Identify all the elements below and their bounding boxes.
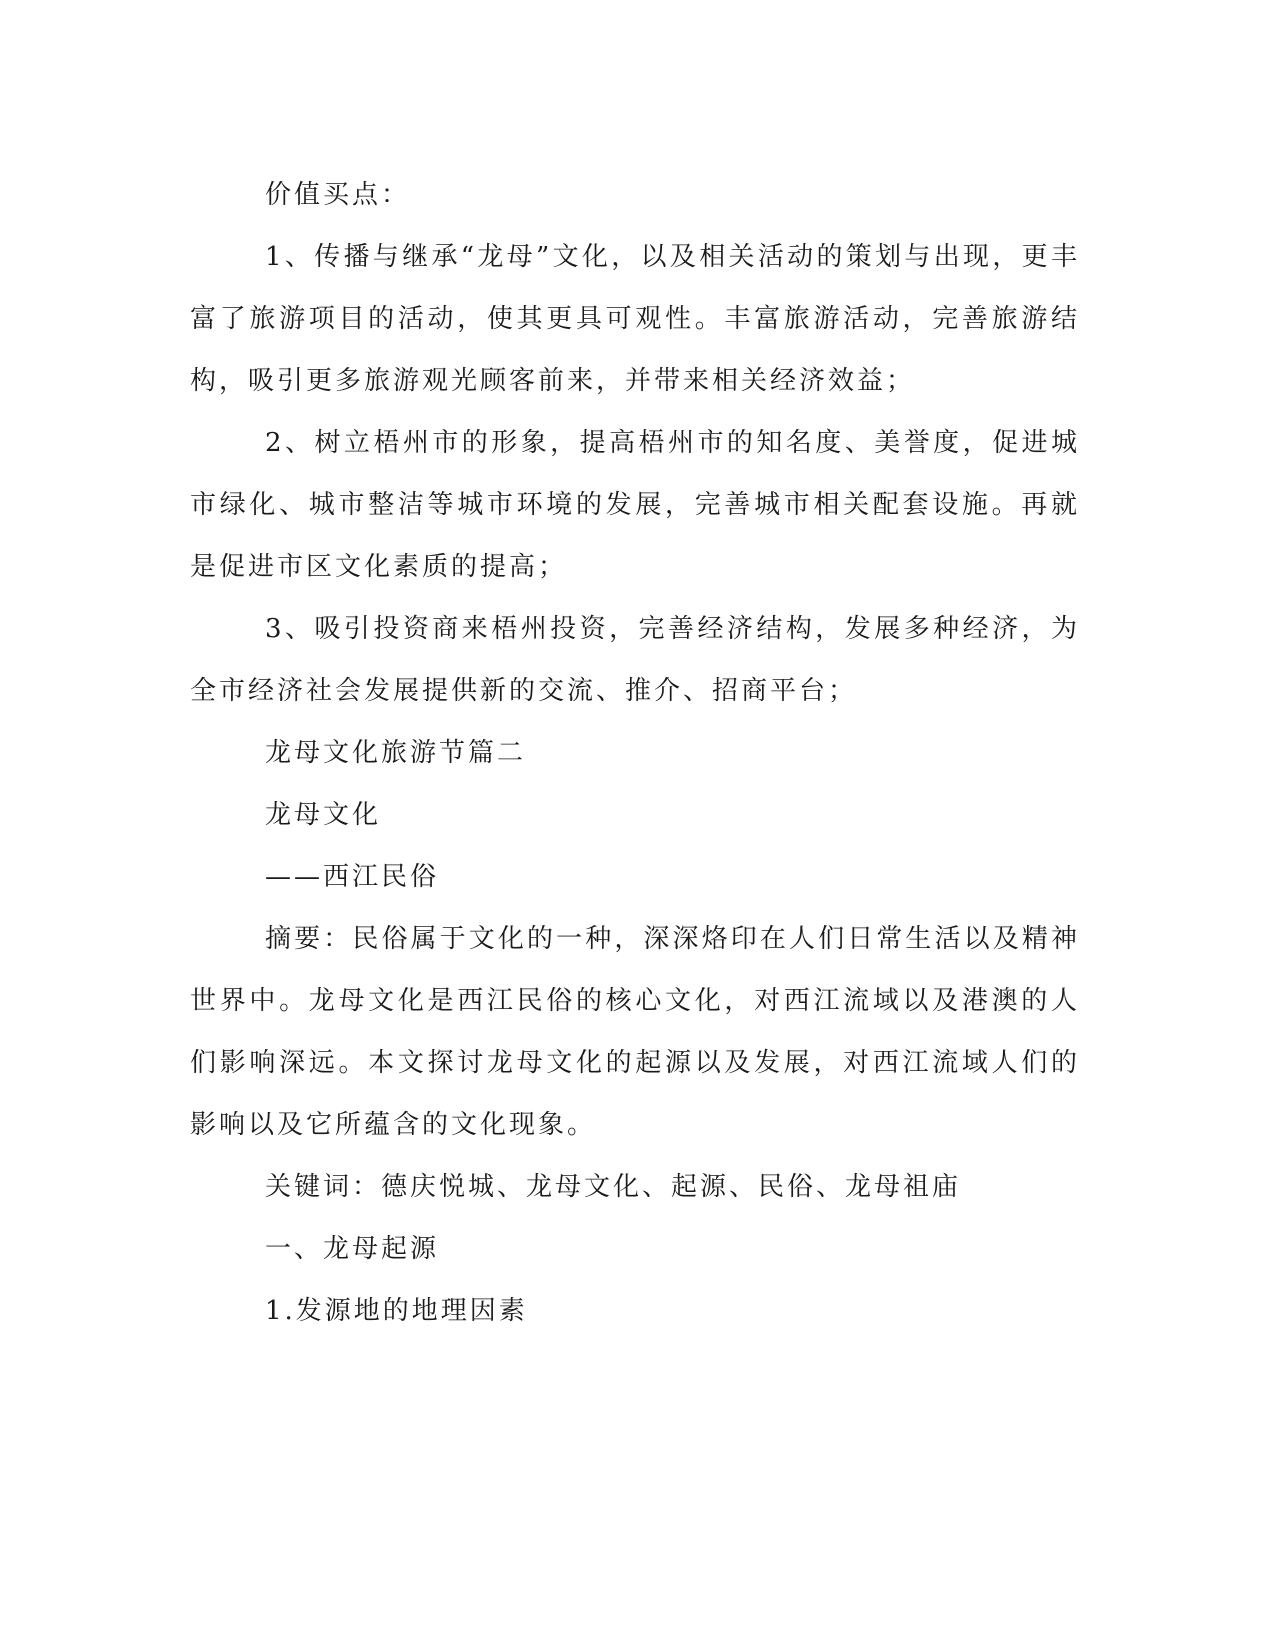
section-title-part-two: 龙母文化旅游节篇二 (265, 738, 527, 768)
abstract-paragraph: 摘要：民俗属于文化的一种，深深烙印在人们日常生活以及精神世界中。龙母文化是西江民俗的核心文化，对西江流域以及港澳的人们影响深远。本文探讨龙母文化的起源以及发展，对西江流域人们的影响以及它所蕴含的文化现象。 (190, 924, 1080, 1140)
paragraph-point-2: 2、树立梧州市的形象，提高梧州市的知名度、美誉度，促进城市绿化、城市整洁等城市环境的发展，完善城市相关配套设施。再就是促进市区文化素质的提高； (190, 428, 1080, 582)
keywords-paragraph: 关键词：德庆悦城、龙母文化、起源、民俗、龙母祖庙 (265, 1172, 962, 1202)
subsection-heading-geography: 1.发源地的地理因素 (265, 1296, 528, 1326)
section-heading-origin: 一、龙母起源 (265, 1234, 440, 1264)
article-title: 龙母文化 (265, 800, 382, 830)
paragraph-point-3: 3、吸引投资商来梧州投资，完善经济结构，发展多种经济，为全市经济社会发展提供新的交流、推介、招商平台； (190, 614, 1080, 706)
document-body (190, 164, 1080, 1342)
article-subtitle: ——西江民俗 (265, 862, 440, 892)
heading-value-selling-points: 价值买点： (265, 180, 411, 210)
paragraph-point-1: 1、传播与继承“龙母”文化，以及相关活动的策划与出现，更丰富了旅游项目的活动，使其更具可观性。丰富旅游活动，完善旅游结构，吸引更多旅游观光顾客前来，并带来相关经济效益； (190, 242, 1080, 396)
